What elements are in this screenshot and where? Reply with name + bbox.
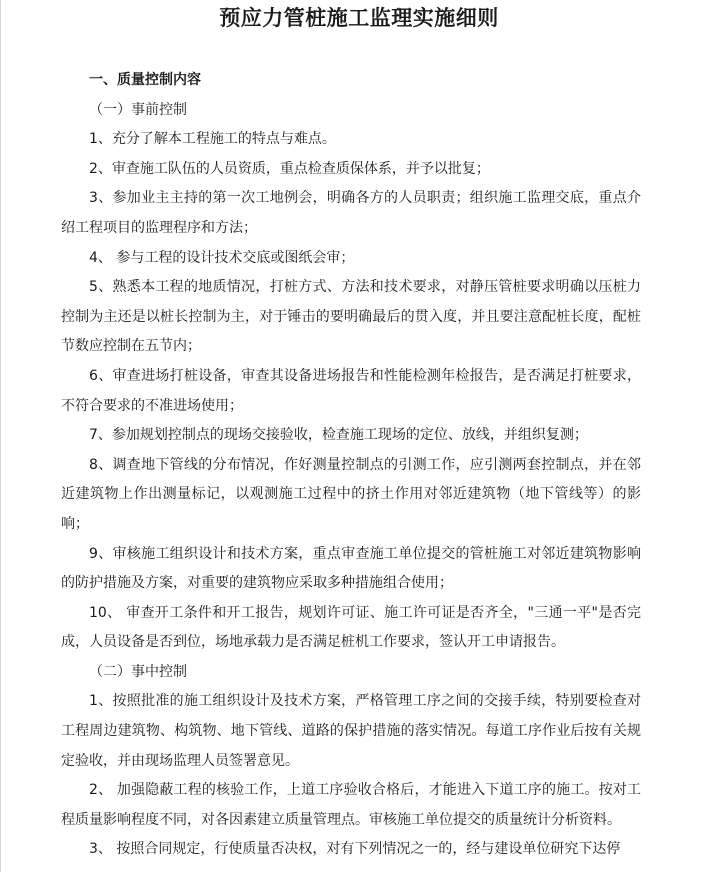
- paragraph: 7、参加规划控制点的现场交接验收，检查施工现场的定位、放线，并组织复测；: [89, 427, 588, 444]
- paragraph: 10、 审查开工条件和开工报告，规划许可证、施工许可证是否齐全，"三通一平"是否完成，人员设备是否到位，场地承载力是否满足桩机工作要求，签认开工申请报告。: [61, 604, 641, 651]
- subsection-heading: （二）事中控制: [89, 663, 187, 680]
- section-heading: 一、质量控制内容: [89, 72, 201, 88]
- paragraph: 5、熟悉本工程的地质情况，打桩方式、方法和技术要求，对静压管桩要求明确以压桩力控制为主还是以桩长控制为主，对于锤击的要明确最后的贯入度，并且要注意配桩长度，配桩节数应控制在五节内；: [61, 279, 641, 355]
- paragraph: 3、 按照合同规定，行使质量否决权，对有下列情况之一的，经与建设单位研究下达停: [89, 841, 621, 858]
- document-body: [61, 66, 641, 865]
- paragraph: 1、按照批准的施工组织设计及技术方案，严格管理工序之间的交接手续，特别要检查对工程周边建筑物、构筑物、地下管线、道路的保护措施的落实情况。每道工序作业后按有关规定验收，并由现场监理人员签署意见。: [61, 693, 641, 769]
- paragraph: 9、审核施工组织设计和技术方案，重点审查施工单位提交的管桩施工对邻近建筑物影响的防护措施及方案，对重要的建筑物应采取多种措施组合使用；: [61, 545, 641, 592]
- paragraph: 1、充分了解本工程施工的特点与难点。: [89, 131, 336, 148]
- subsection-heading: （一）事前控制: [89, 101, 187, 118]
- paragraph: 2、审查施工队伍的人员资质，重点检查质保体系，并予以批复；: [89, 160, 490, 177]
- paragraph: 4、 参与工程的设计技术交底或图纸会审；: [89, 249, 355, 266]
- document-title: 预应力管桩施工监理实施细则: [219, 5, 499, 30]
- paragraph: 6、审查进场打桩设备，审查其设备进场报告和性能检测年检报告，是否满足打桩要求，不符合要求的不准进场使用；: [61, 367, 641, 414]
- paragraph: 8、调查地下管线的分布情况，作好测量控制点的引测工作，应引测两套控制点，并在邻近建筑物上作出测量标记，以观测施工过程中的挤土作用对邻近建筑物（地下管线等）的影响；: [61, 456, 641, 532]
- paragraph: 2、 加强隐蔽工程的核验工作，上道工序验收合格后，才能进入下道工序的施工。按对工程质量影响程度不同，对各因素建立质量管理点。审核施工单位提交的质量统计分析资料。: [61, 782, 641, 828]
- paragraph: 3、参加业主主持的第一次工地例会，明确各方的人员职责；组织施工监理交底，重点介绍工程项目的监理程序和方法；: [61, 190, 641, 236]
